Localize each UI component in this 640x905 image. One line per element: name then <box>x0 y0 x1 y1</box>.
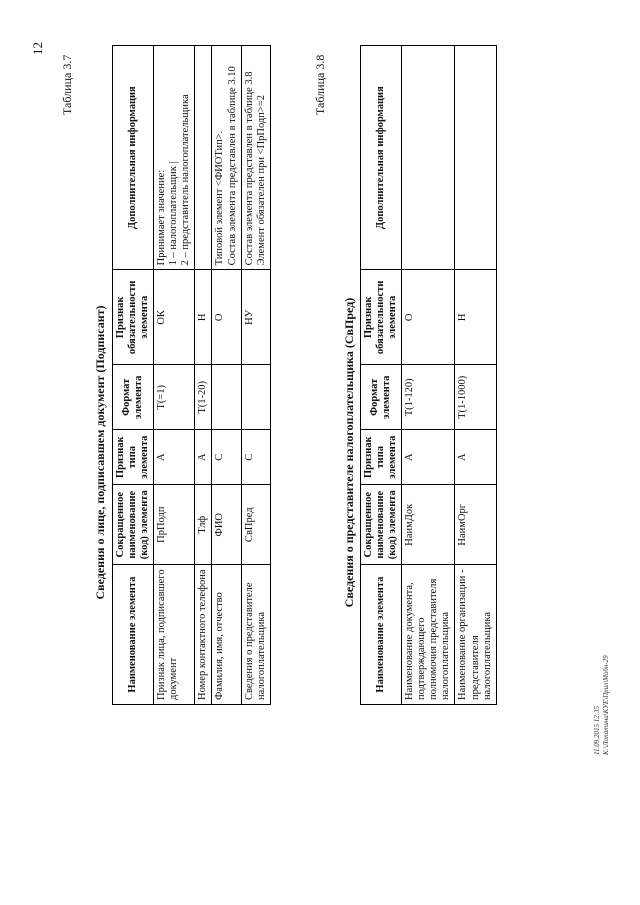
header-cell: Наименование элемента <box>361 565 402 705</box>
header-cell: Сокращенное наименование (код) элемента <box>113 485 154 565</box>
table-cell: Принимает значение: 1 – налогоплательщик | 2 – представитель налогоплательщика <box>154 46 195 270</box>
table-cell: С <box>212 430 241 485</box>
table-38-caption: Таблица 3.8 <box>313 54 327 115</box>
footer-stamp <box>593 655 611 755</box>
header-cell: Наименование элемента <box>113 565 154 705</box>
table-cell: Н <box>455 270 496 365</box>
table-cell: О <box>402 270 455 365</box>
table-cell: О <box>212 270 241 365</box>
table-row <box>402 46 455 705</box>
table-cell: T(1-1000) <box>455 365 496 430</box>
table-cell: НУ <box>241 270 270 365</box>
stamp-path: К:\Лопатина\КУЕ\Прил\Мобн-29 <box>602 655 611 755</box>
table-cell: Наименование документа, подтверждающего полномочия представителя налогоплательщика <box>402 565 455 705</box>
table-cell: Типовой элемент <ФИОТип>. Состав элемента представлен в таблице 3.10 <box>212 46 241 270</box>
table-cell <box>241 365 270 430</box>
header-cell: Сокращенное наименование (код) элемента <box>361 485 402 565</box>
table-38-header-row <box>361 46 402 705</box>
header-cell: Признак типа элемента <box>361 430 402 485</box>
table-cell <box>195 46 212 270</box>
table-37-title: Сведения о лице, подписавшем документ (Подписант) <box>93 305 107 600</box>
header-cell: Формат элемента <box>361 365 402 430</box>
table-cell: НаимДок <box>402 485 455 565</box>
table-cell: А <box>154 430 195 485</box>
table-cell <box>402 46 455 270</box>
header-cell: Признак обязательности элемента <box>361 270 402 365</box>
table-cell: Сведения о представителе налогоплательщика <box>241 565 270 705</box>
table-cell: T(1-20) <box>195 365 212 430</box>
header-cell: Признак типа элемента <box>113 430 154 485</box>
table-38 <box>360 45 497 705</box>
table-cell: Признак лица, подписавшего документ <box>154 565 195 705</box>
table-cell: СвПред <box>241 485 270 565</box>
header-cell: Дополнительная информация <box>113 46 154 270</box>
table-38-title: Сведения о представителе налогоплательщика (СвПред) <box>342 297 356 608</box>
table-row <box>212 46 241 705</box>
table-cell: Наименование организации - представителя налогоплательщика <box>455 565 496 705</box>
table-row <box>195 46 212 705</box>
table-cell: НаимОрг <box>455 485 496 565</box>
table-cell: А <box>402 430 455 485</box>
table-row <box>241 46 270 705</box>
table-cell: Номер контактного телефона <box>195 565 212 705</box>
stamp-timestamp: 11.09.2015 12:35 <box>593 705 601 755</box>
header-cell: Признак обязательности элемента <box>113 270 154 365</box>
table-cell: Н <box>195 270 212 365</box>
table-cell: T(1-120) <box>402 365 455 430</box>
table-cell: ФИО <box>212 485 241 565</box>
table-37 <box>112 45 271 705</box>
table-cell <box>455 46 496 270</box>
table-row <box>455 46 496 705</box>
header-cell: Дополнительная информация <box>361 46 402 270</box>
page-number: 12 <box>30 42 45 55</box>
table-cell: Тлф <box>195 485 212 565</box>
table-cell: Состав элемента представлен в таблице 3.8 Элемент обязателен при <ПрПодп>=2 <box>241 46 270 270</box>
header-cell: Формат элемента <box>113 365 154 430</box>
table-row <box>154 46 195 705</box>
table-cell: А <box>195 430 212 485</box>
table-37-header-row <box>113 46 154 705</box>
table-cell <box>212 365 241 430</box>
table-cell: ПрПодп <box>154 485 195 565</box>
table-cell: С <box>241 430 270 485</box>
table-37-caption: Таблица 3.7 <box>60 54 74 115</box>
table-cell: T(=1) <box>154 365 195 430</box>
table-cell: Фамилия, имя, отчество <box>212 565 241 705</box>
table-cell: ОК <box>154 270 195 365</box>
table-cell: А <box>455 430 496 485</box>
